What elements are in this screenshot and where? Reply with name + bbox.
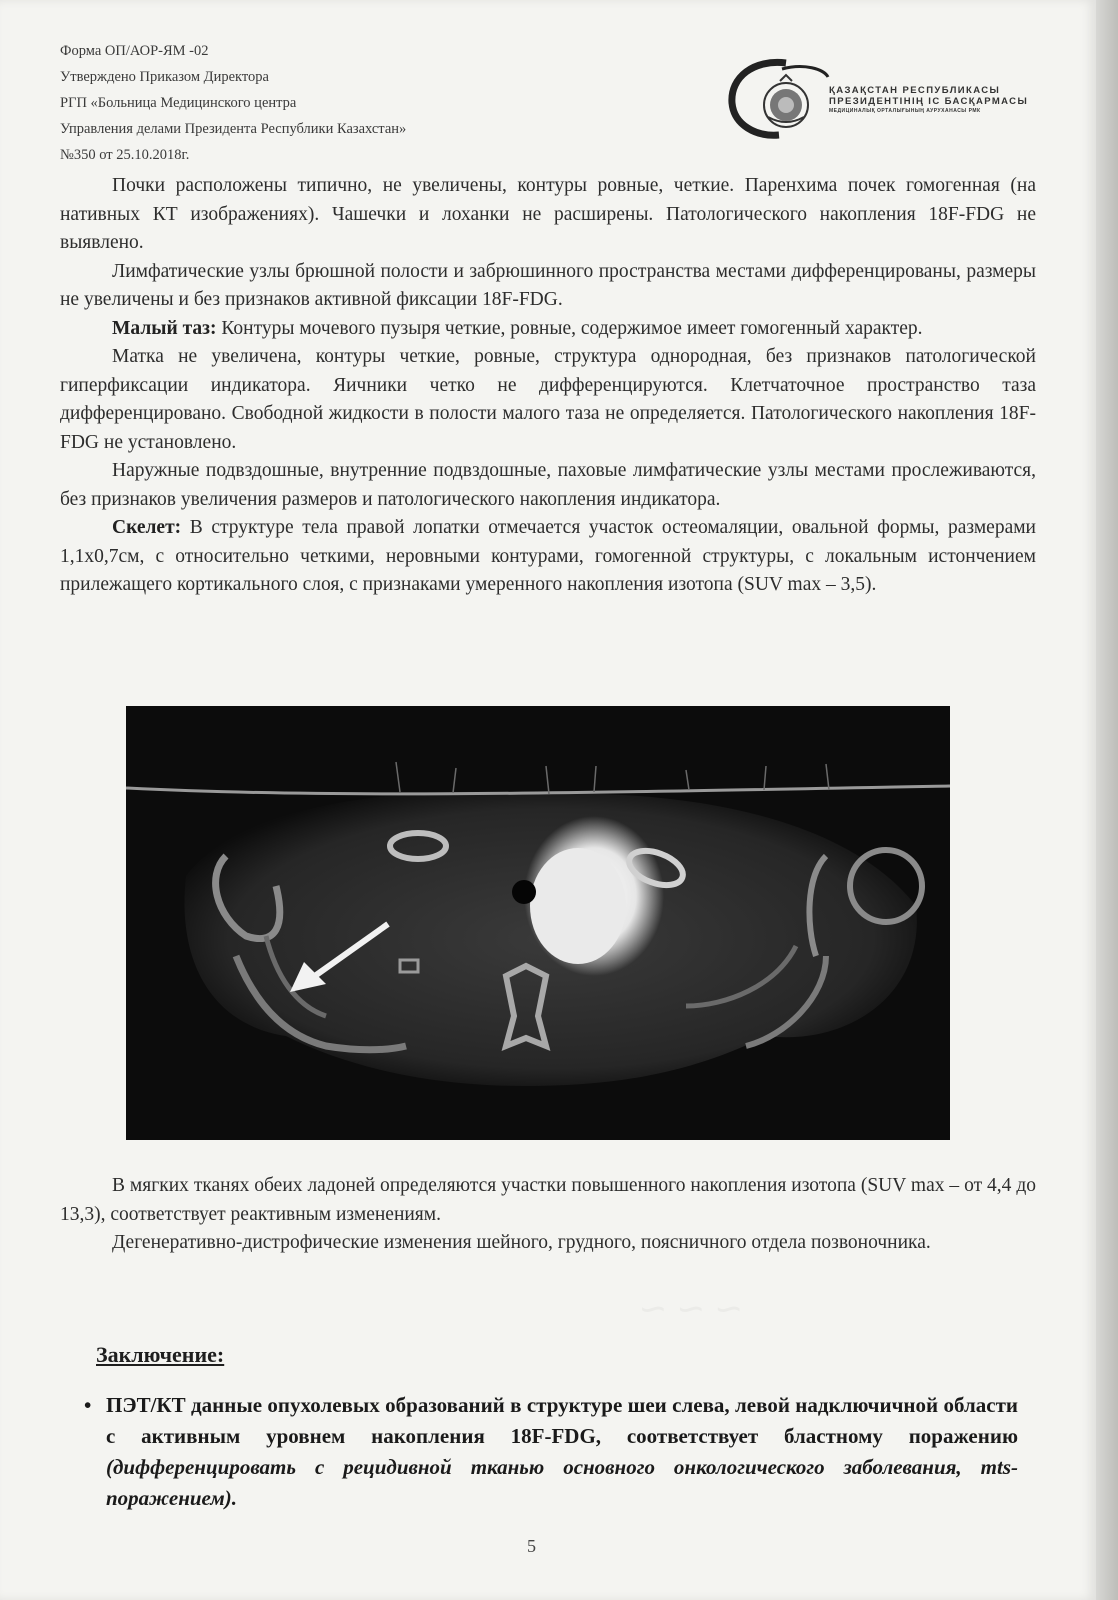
logo-line: МЕДИЦИНАЛЫҚ ОРТАЛЫҒЫНЫҢ АУРУХАНАСЫ РМК	[829, 108, 981, 114]
paragraph-text: Контуры мочевого пузыря четкие, ровные, содержимое имеет гомогенный характер.	[216, 317, 923, 339]
paragraph-skeleton	[60, 514, 1036, 600]
header-line: Форма ОП/АОР-ЯМ -02	[60, 43, 209, 59]
report-body	[60, 172, 1036, 600]
paragraph-lymph-nodes: Лимфатические узлы брюшной полости и забрюшинного пространства местами дифференцированы, размеры не увеличены и без признаков активной фиксации 18F-FDG.	[60, 260, 1036, 310]
hospital-logo	[724, 55, 1044, 140]
paragraph-text: В структуре тела правой лопатки отмечается участок остеомаляции, овальной формы, размерами 1,1х0,7см, с относительно четкими, неровными контурами, гомогенной структуры, с локальным истончением прилежащего кортикального слоя, с признаками умеренного накопления изотопа (SUV max – 3,5).	[60, 517, 1036, 595]
conclusion-item	[84, 1390, 1018, 1514]
page-number: 5	[527, 1536, 536, 1556]
logo-line: ПРЕЗИДЕНТІНІҢ ІС БАСҚАРМАСЫ	[829, 96, 1029, 107]
paragraph-palms: В мягких тканях обеих ладоней определяются участки повышенного накопления изотопа (SUV max – от 4,4 до 13,3), соответствует реактивным изменениям.	[60, 1175, 1036, 1225]
bleed-through-decoration	[640, 1285, 742, 1335]
conclusion-heading: Заключение:	[96, 1342, 225, 1367]
paragraph-spine: Дегенеративно-дистрофические изменения шейного, грудного, поясничного отдела позвоночника.	[112, 1232, 931, 1253]
paragraph-uterus: Матка не увеличена, контуры четкие, ровные, структура однородная, без признаков патологической гиперфиксации индикатора. Яичники четко не дифференцируются. Клетчаточное пространство таза дифференцировано. Свободной жидкости в полости малого таза не определяется. Патологического накопления 18F-FDG не установлено.	[60, 346, 1036, 453]
header-line: №350 от 25.10.2018г.	[60, 147, 190, 163]
section-label: Скелет:	[112, 517, 182, 538]
logo-line: ҚАЗАҚСТАН РЕСПУБЛИКАСЫ	[829, 85, 1001, 96]
ct-scan-image	[126, 706, 950, 1140]
report-body-continued	[60, 1172, 1036, 1258]
paragraph-iliac-nodes: Наружные подвздошные, внутренние подвздошные, паховые лимфатические узлы местами прослеживаются, без признаков увеличения размеров и патологического накопления индикатора.	[60, 460, 1036, 510]
paragraph-pelvis	[60, 315, 1036, 344]
conclusion-main: ПЭТ/КТ данные опухолевых образований в структуре шеи слева, левой надключичной области с активным уровнем накопления 18F-FDG, соответствует бластному поражению	[106, 1393, 1018, 1448]
form-header	[60, 38, 620, 168]
section-label: Малый таз:	[112, 317, 217, 339]
header-line: Утверждено Приказом Директора	[60, 69, 269, 85]
conclusion-text	[106, 1390, 1018, 1514]
adjacent-page-edge	[1096, 0, 1118, 1600]
paragraph-kidneys: Почки расположены типично, не увеличены, контуры ровные, четкие. Паренхима почек гомогенная (на нативных КТ изображениях). Чашечки и лоханки не расширены. Патологического накопления 18F-FDG не выявлено.	[60, 175, 1036, 253]
bullet-icon: •	[84, 1393, 92, 1417]
header-line: Управления делами Президента Республики Казахстан»	[60, 121, 407, 137]
emblem-icon	[724, 55, 834, 140]
logo-text	[829, 85, 1028, 116]
conclusion-italic: (дифференцировать с рецидивной тканью основного онкологического заболевания, mts-поражением).	[106, 1455, 1018, 1510]
header-line: РГП «Больница Медицинского центра	[60, 95, 297, 111]
